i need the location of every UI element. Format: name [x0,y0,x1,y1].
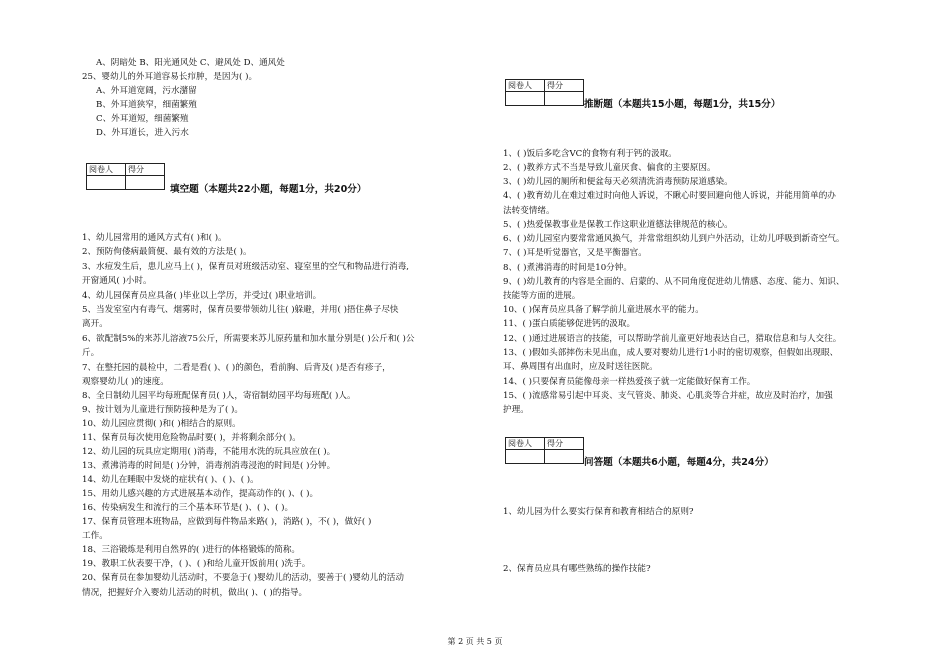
qa-section-title: 问答题（本题共6小题，每题4分，共24分） [584,457,774,468]
judgment-item: 12、( )通过进展语言的技能，可以帮助学前儿童更好地表达自己，猎取信息和与人交往。 [503,334,842,344]
q25-option-b: B、外耳道狭窄，细菌繁殖 [96,100,197,110]
fill-item: 11、保育员每次使用危险物品时要( )，并将剩余部分( )。 [82,433,301,443]
judgment-item: 13、( )假如头部摔伤未见出血，成人要对婴幼儿进行1小时的密切观察，但假如出现眼、 [503,348,839,358]
fill-item: 19、教职工伙表要干净，( )、( )和给儿童开饭前用( )洗手。 [82,559,311,569]
grader-label: 阅卷人 [506,438,545,450]
fill-item: 2、预防佝偻病最简便、最有效的方法是( )。 [82,247,252,257]
fill-item: 斤。 [82,348,100,358]
judgment-item: 10、( )保育员应具备了解学前儿童进展水平的能力。 [503,305,704,315]
judgment-item: 4、( )教育幼儿在难过难过时向他人诉说，不瞅心时要回避向他人诉说，并能用简单的办 [503,191,836,201]
grader-cell [506,92,545,106]
fill-item: 18、三浴锻炼是利用自然界的( )进行的体格锻炼的简称。 [82,545,301,555]
fill-item: 6、欲配制5%的来苏儿溶液75公斤，所需要来苏儿原药量和加水量分别是( )公斤和( )公 [82,334,415,344]
fill-item: 15、用幼儿感兴趣的方式进展基本动作，提高动作的( )、( )。 [82,489,319,499]
judgment-section-title: 推断题（本题共15小题，每题1分，共15分） [584,99,781,110]
q25-option-c: C、外耳道短，细菌繁殖 [96,114,189,124]
judgment-item: 5、( )热爱保教事业是保教工作这职业道德法律规范的核心。 [503,220,733,230]
fill-item: 离开。 [82,319,108,329]
score-label: 得分 [126,164,165,176]
fill-item: 16、传染病发生和流行的三个基本环节是( )、( )、( )。 [82,503,294,513]
grader-table-judgment [505,79,584,106]
q25-option-a: A、外耳道宽阔，污水潴留 [96,86,197,96]
score-label: 得分 [545,438,584,450]
fill-item: 8、全日制幼儿园平均每班配保育员( )人，寄宿制幼园平均每班配( )人。 [82,391,356,401]
grader-table-qa [505,437,584,464]
fill-item: 1、幼儿园常用的通风方式有( )和( )。 [82,233,227,243]
judgment-item: 11、( )蛋白质能够促进钙的汲取。 [503,319,636,329]
fill-item: 10、幼儿园应贯彻( )和( )相结合的原则。 [82,419,241,429]
judgment-item: 耳、鼻周围有出血时，应及时送往医院。 [503,362,658,372]
fill-item: 5、当发室室内有毒气、烟雾时，保育员要带领幼儿往( )躲避，并用( )捂住鼻子尽快 [82,305,399,315]
judgment-item: 3、( )幼儿园的厕所和便盆每天必须清洗消毒预防尿道感染。 [503,177,733,187]
fill-item: 17、保育员管理本班物品，应做到每件物品来路( )，消路( )，不( )，做好( ) [82,517,372,527]
fill-item: 工作。 [82,531,108,541]
fill-item: 4、幼儿园保育员应具备( )毕业以上学历，并受过( )职业培训。 [82,291,322,301]
fill-item: 情况，把握好介入婴幼儿活动的时机，做出( )、( )的指导。 [82,588,308,598]
q25-stem: 25、婴幼儿的外耳道容易长疖肿，是因为( )。 [82,72,258,82]
fill-item: 开窗通风( )小时。 [82,276,152,286]
score-cell [545,92,584,106]
judgment-item: 6、( )幼儿园室内要常常通风换气，并常常组织幼儿到户外活动，让幼儿呼吸到新奇空气。 [503,234,845,244]
q25-option-d: D、外耳道长，进入污水 [96,128,189,138]
grader-label: 阅卷人 [87,164,126,176]
judgment-item: 1、( )饭后多吃含VC的食物有利于钙的汲取。 [503,149,677,159]
fill-item: 9、按计划为儿童进行预防接种是为了( )。 [82,405,243,415]
judgment-item: 14、( )只要保育员能像母亲一样热爱孩子就一定能做好保育工作。 [503,377,756,387]
qa-item: 1、幼儿园为什么要实行保育和教育相结合的原则? [503,507,694,517]
fill-item: 14、幼儿在睡眠中发烧的症状有( )、( )、( )。 [82,475,259,485]
grader-cell [506,450,545,464]
qa-item: 2、保育员应具有哪些熟练的操作技能? [503,564,651,574]
score-label: 得分 [545,80,584,92]
fill-item: 13、煮沸消毒的时间是( )分钟，消毒剂消毒浸泡的时间是( )分钟。 [82,461,336,471]
score-cell [126,176,165,190]
judgment-item: 9、( )幼儿教育的内容是全面的、启蒙的、从不同角度促进幼儿情感、态度、能力、知识、 [503,277,845,287]
grader-label: 阅卷人 [506,80,545,92]
fill-item: 7、在整托园的晨检中，二看是看( )、( )的颜色，看前胸、后背及( )是否有疹子， [82,363,391,373]
fill-item: 20、保育员在参加婴幼儿活动时，不要急于( )婴幼儿的活动，要善于( )婴幼儿的活动 [82,573,404,583]
fill-section-title: 填空题（本题共22小题，每题1分，共20分） [170,184,367,195]
grader-table-fill [86,163,165,190]
judgment-item: 8、( )煮沸消毒的时间是10分钟。 [503,263,632,273]
score-cell [545,450,584,464]
judgment-item: 7、( )耳是听觉器官，又是平衡器官。 [503,248,647,258]
grader-cell [87,176,126,190]
judgment-item: 2、( )教养方式不当是导致儿童厌食、偏食的主要原因。 [503,163,716,173]
fill-item: 观察婴幼儿( )的速度。 [82,377,169,387]
q24-options: A、阴暗处 B、阳光通风处 C、避风处 D、通风处 [96,58,285,68]
judgment-item: 技能等方面的进展。 [503,291,581,301]
page-footer: 第 2 页 共 5 页 [447,637,503,646]
judgment-item: 15、( )流感常易引起中耳炎、支气管炎、肺炎、心肌炎等合并症，故应及时治疗，加强 [503,391,833,401]
judgment-item: 护理。 [503,405,529,415]
fill-item: 3、水痘发生后，患儿应马上( )，保育员对班级活动室、寝室里的空气和物品进行消毒, [82,262,410,272]
judgment-item: 法转变情绪。 [503,206,555,216]
fill-item: 12、幼儿园的玩具应定期用( )消毒，不能用水洗的玩具应放在( )。 [82,447,336,457]
